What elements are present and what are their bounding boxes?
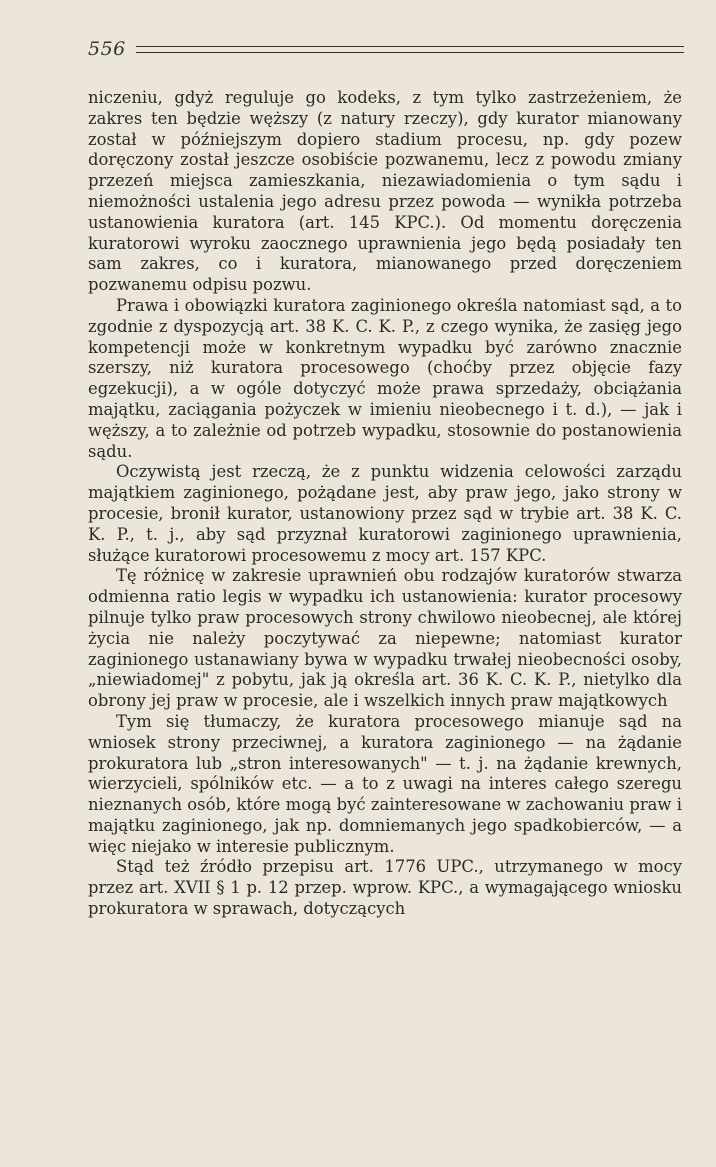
header-rule <box>136 46 684 53</box>
paragraph-6: Stąd też źródło przepisu art. 1776 UPC., utrzymanego w mocy przez art. XVII § 1 p. 12 przep. wprow. KPC., a wymagającego wniosku prokuratora w sprawach, dotyczących <box>88 857 682 919</box>
page-number: 556 <box>88 38 126 60</box>
paragraph-2: Prawa i obowiązki kuratora zaginionego określa natomiast sąd, a to zgodnie z dyspozycją art. 38 K. C. K. P., z czego wynika, że zasięg jego kompetencji może w konkretnym wypadku być zarówno znacznie szerszy, niż kuratora procesowego (choćby przez objęcie fazy egzekucji), a w ogóle dotyczyć może prawa sprzedaży, obciążania majątku, zaciągania pożyczek w imieniu nieobecnego i t. d.), — jak i węższy, a to zależnie od potrzeb wypadku, stosownie do postanowienia sądu. <box>88 295 682 461</box>
page-header <box>88 38 684 64</box>
paragraph-1: niczeniu, gdyż reguluje go kodeks, z tym tylko zastrzeżeniem, że zakres ten będzie węższy (z natury rzeczy), gdy kurator mianowany został w późniejszym dopiero stadium procesu, np. gdy pozew doręczony został jeszcze osobiście pozwanemu, lecz z powodu zmiany przezeń miejsca zamieszkania, niezawiadomienia o tym sądu i niemożności ustalenia jego adresu przez powoda — wynikła potrzeba ustanowienia kuratora (art. 145 KPC.). Od momentu doręczenia kuratorowi wyroku zaocznego uprawnienia jego będą posiadały ten sam zakres, co i kuratora, mianowanego przed doręczeniem pozwanemu odpisu pozwu. <box>88 88 682 295</box>
paragraph-4: Tę różnicę w zakresie uprawnień obu rodzajów kuratorów stwarza odmienna ratio legis w wypadku ich ustanowienia: kurator procesowy pilnuje tylko praw procesowych strony chwilowo nieobecnej, ale której życia nie należy poczytywać za niepewne; natomiast kurator zaginionego ustanawiany bywa w wypadku trwałej nieobecności osoby, „niewiadomej" z pobytu, jak ją określa art. 36 K. C. K. P., nietylko dla obrony jej praw w procesie, ale i wszelkich innych praw majątkowych <box>88 566 682 711</box>
paragraph-3: Oczywistą jest rzeczą, że z punktu widzenia celowości zarządu majątkiem zaginionego, pożądane jest, aby praw jego, jako strony w procesie, bronił kurator, ustanowiony przez sąd w trybie art. 38 K. C. K. P., t. j., aby sąd przyznał kuratorowi zaginionego uprawnienia, służące kuratorowi procesowemu z mocy art. 157 KPC. <box>88 462 682 565</box>
paragraph-5: Tym się tłumaczy, że kuratora procesowego mianuje sąd na wniosek strony przeciwnej, a kuratora zaginionego — na żądanie prokuratora lub „stron interesowanych" — t. j. na żądanie krewnych, wierzycieli, spólników etc. — a to z uwagi na interes całego szeregu nieznanych osób, które mogą być zainteresowane w zachowaniu praw i majątku zaginionego, jak np. domniemanych jego spadkobierców, — a więc niejako w interesie publicznym. <box>88 711 682 856</box>
body-text <box>88 88 682 920</box>
